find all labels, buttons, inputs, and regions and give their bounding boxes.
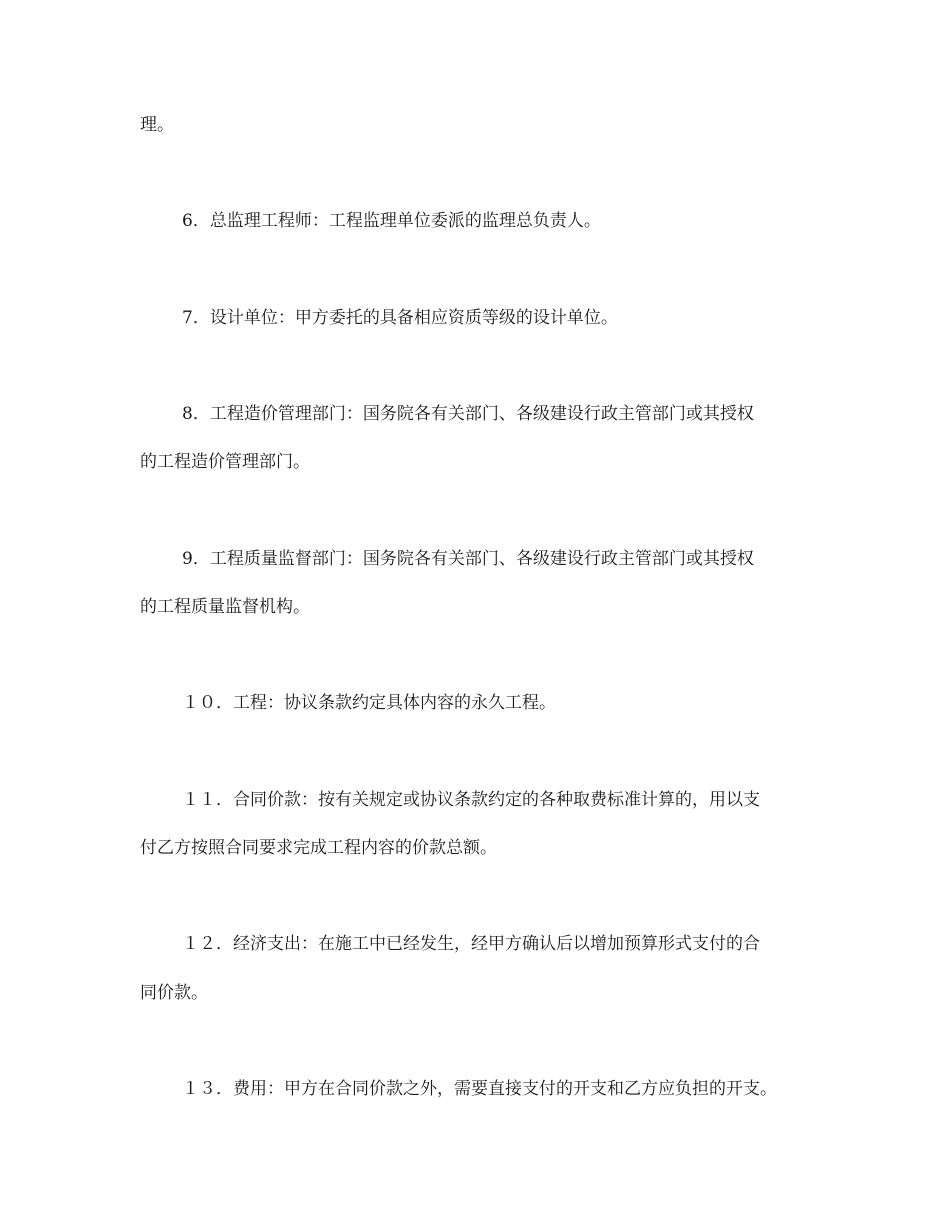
- clause-7-line: 7．设计单位：甲方委托的具备相应资质等级的设计单位。: [182, 308, 618, 328]
- clause-6-line: 6．总监理工程师：工程监理单位委派的监理总负责人。: [182, 211, 601, 231]
- clause-8-line-1: 8．工程造价管理部门：国务院各有关部门、各级建设行政主管部门或其授权: [182, 404, 754, 424]
- paragraph-continuation-line: 理。: [140, 115, 174, 135]
- clause-9-line-2: 的工程质量监督机构。: [140, 597, 310, 617]
- clause-12-line-1: １２．经济支出：在施工中已经发生，经甲方确认后以增加预算形式支付的合: [182, 934, 760, 954]
- clause-11-line-1: １１．合同价款：按有关规定或协议条款约定的各种取费标准计算的，用以支: [182, 790, 760, 810]
- clause-8-line-2: 的工程造价管理部门。: [140, 452, 310, 472]
- clause-11-line-2: 付乙方按照合同要求完成工程内容的价款总额。: [140, 838, 497, 858]
- clause-12-line-2: 同价款。: [140, 983, 208, 1003]
- clause-10-line: １０．工程：协议条款约定具体内容的永久工程。: [182, 693, 556, 713]
- clause-13-line: １３．费用：甲方在合同价款之外，需要直接支付的开支和乙方应负担的开支。: [182, 1079, 777, 1099]
- clause-9-line-1: 9．工程质量监督部门：国务院各有关部门、各级建设行政主管部门或其授权: [182, 549, 754, 569]
